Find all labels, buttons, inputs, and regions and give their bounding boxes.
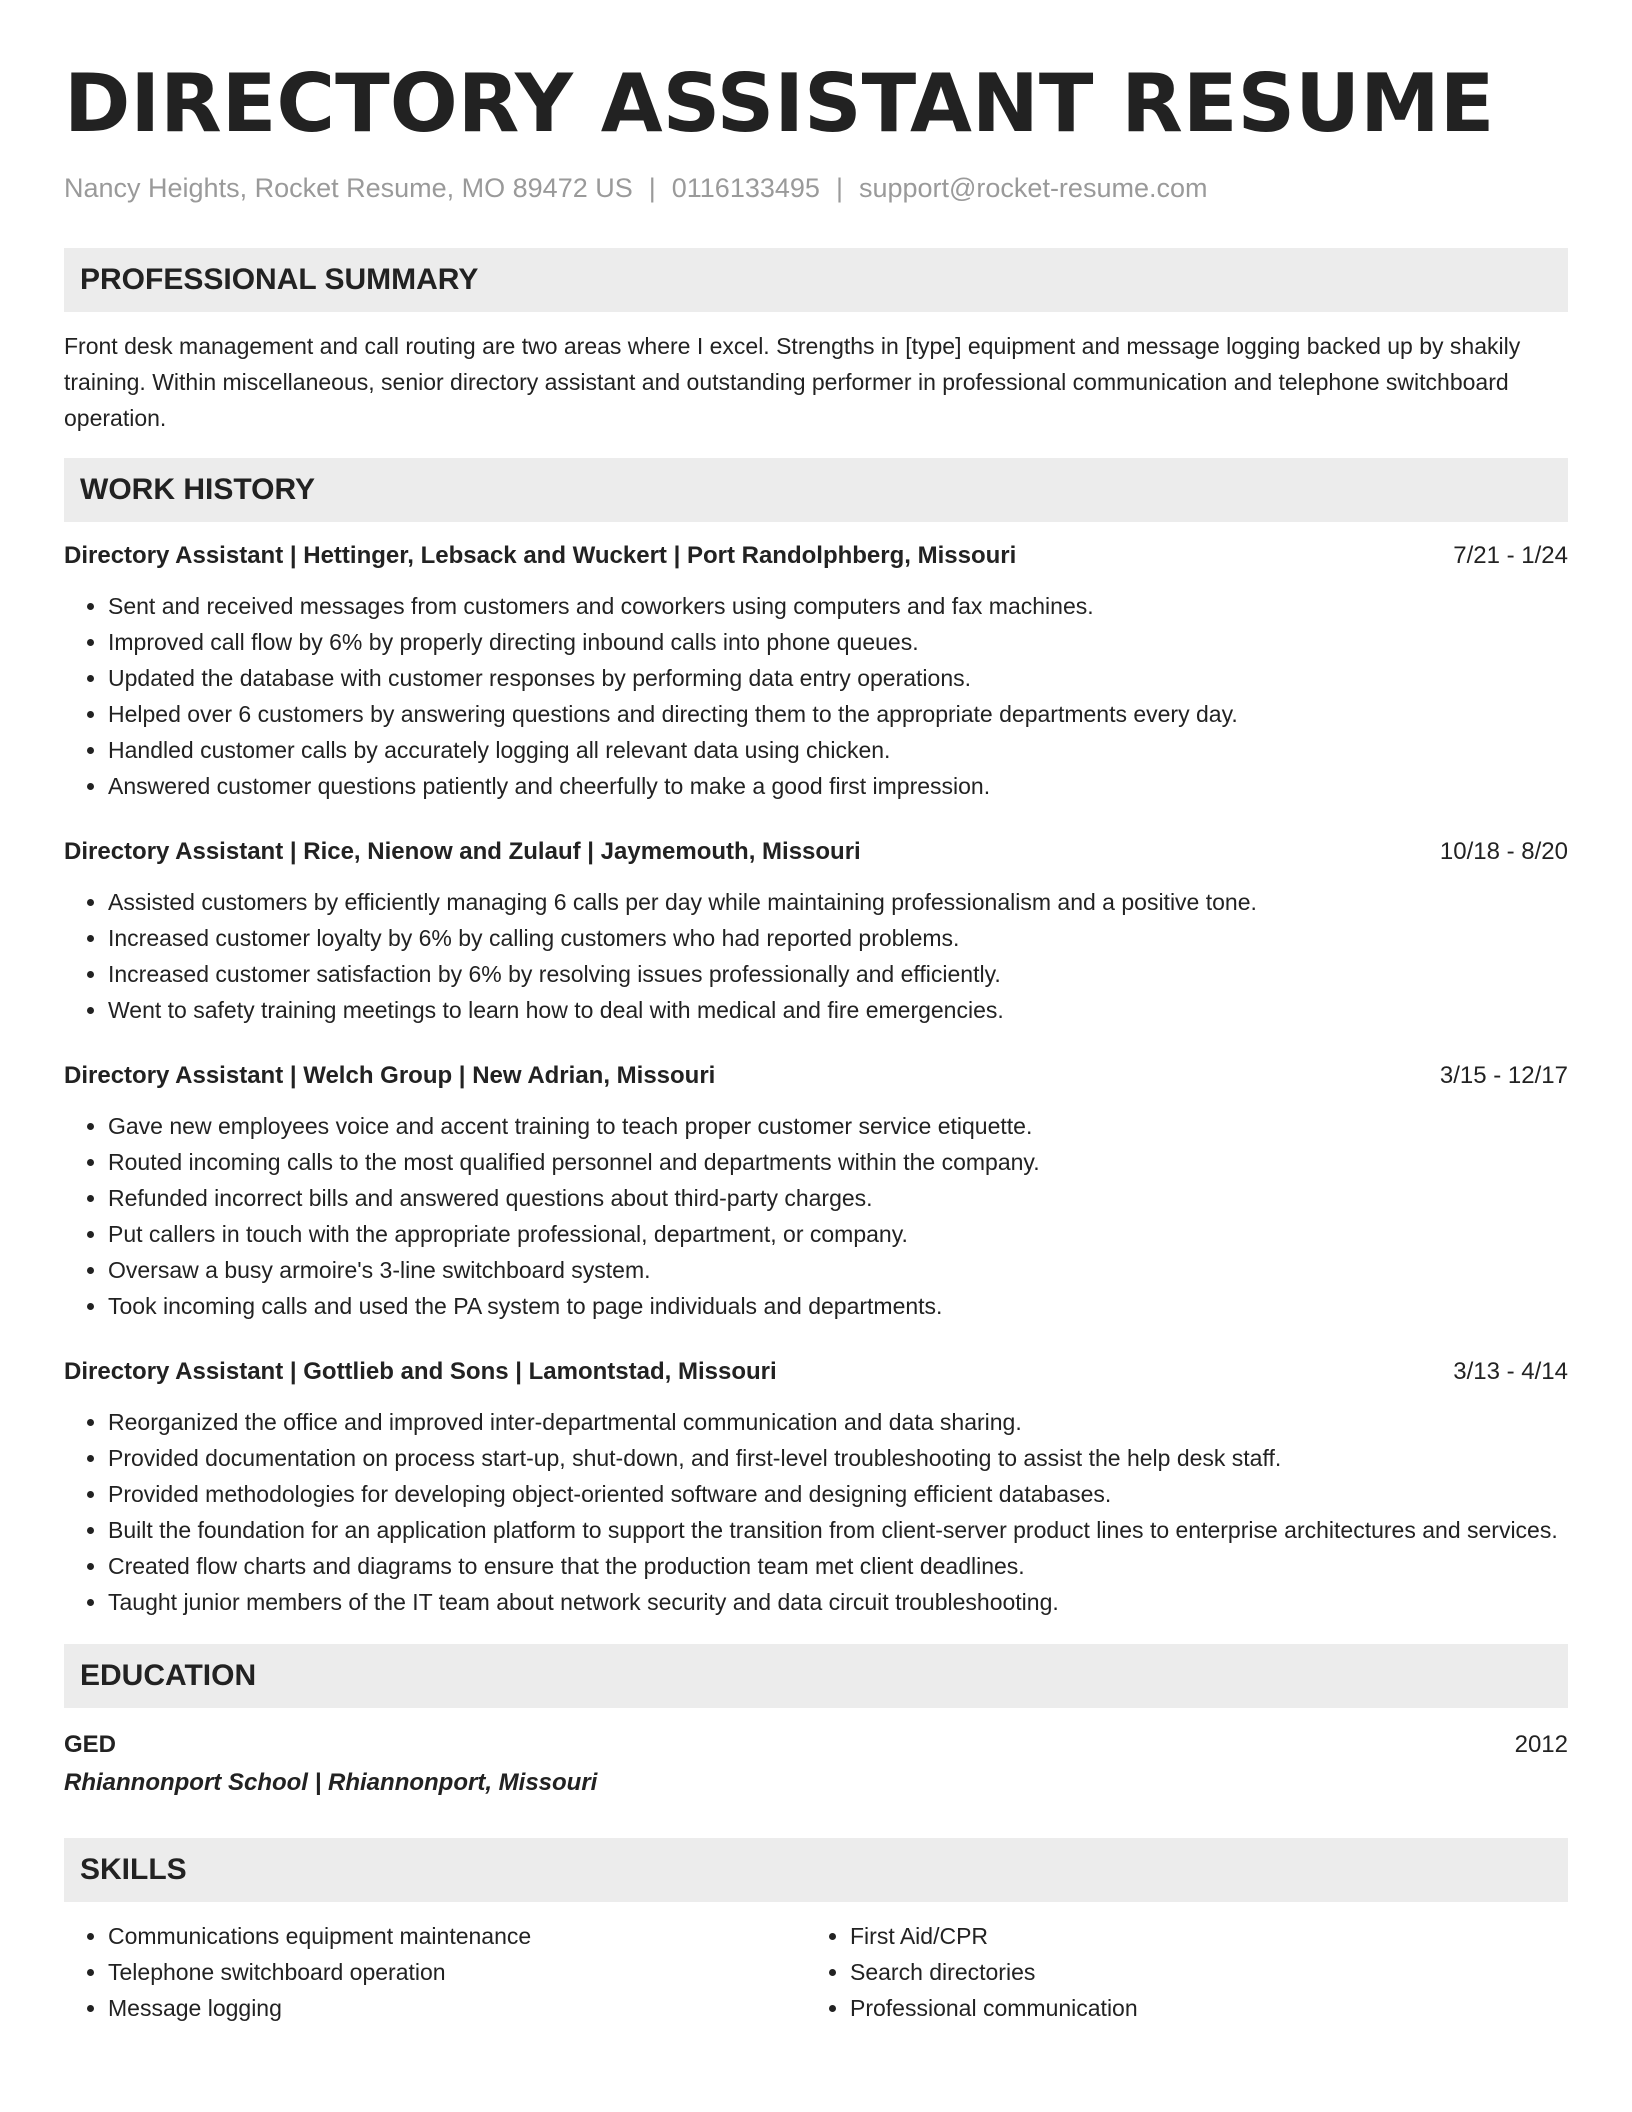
job-bullets xyxy=(64,1108,1568,1324)
job-title: Directory Assistant | Hettinger, Lebsack and Wuckert | Port Randolphberg, Missouri xyxy=(64,542,1017,570)
job-bullet: • Put callers in touch with the appropriate professional, department, or company. xyxy=(108,1216,1568,1252)
education-header xyxy=(64,1726,1568,1764)
job-bullet: • Answered customer questions patiently and cheerfully to make a good first impression. xyxy=(108,768,1568,804)
job-bullet: • Sent and received messages from customers and coworkers using computers and fax machines. xyxy=(108,588,1568,624)
skill-item: • First Aid/CPR xyxy=(850,1918,1548,1954)
job-dates: 3/13 - 4/14 xyxy=(1453,1358,1568,1386)
job-dates: 3/15 - 12/17 xyxy=(1439,1062,1568,1090)
job-bullet: • Oversaw a busy armoire's 3-line switchboard system. xyxy=(108,1252,1568,1288)
job-bullet: • Provided documentation on process start-up, shut-down, and first-level troubleshooting to assist the help desk staff. xyxy=(108,1440,1568,1476)
skill-item: • Search directories xyxy=(850,1954,1548,1990)
skill-item: • Telephone switchboard operation xyxy=(108,1954,806,1990)
job-bullet: • Taught junior members of the IT team about network security and data circuit troubleshooting. xyxy=(108,1584,1568,1620)
job-bullet: • Handled customer calls by accurately logging all relevant data using chicken. xyxy=(108,732,1568,768)
job-bullet: • Built the foundation for an application platform to support the transition from client-server product lines to enterprise architectures and services. xyxy=(108,1512,1568,1548)
job-header xyxy=(64,1354,1568,1390)
contact-email: support@rocket-resume.com xyxy=(858,173,1208,203)
job-bullets xyxy=(64,1404,1568,1620)
job-bullet: • Helped over 6 customers by answering questions and directing them to the appropriate departments every day. xyxy=(108,696,1568,732)
education-school: Rhiannonport School | Rhiannonport, Missouri xyxy=(64,1769,598,1797)
job-bullet: • Took incoming calls and used the PA system to page individuals and departments. xyxy=(108,1288,1568,1324)
education-year: 2012 xyxy=(1514,1731,1568,1759)
job-header xyxy=(64,1058,1568,1094)
job-bullet: • Routed incoming calls to the most qualified personnel and departments within the company. xyxy=(108,1144,1568,1180)
contact-address: Nancy Heights, Rocket Resume, MO 89472 US xyxy=(64,173,633,203)
job-bullets xyxy=(64,884,1568,1028)
section-header-skills: SKILLS xyxy=(64,1838,1568,1902)
job-entry xyxy=(64,1058,1568,1324)
job-bullet: • Increased customer satisfaction by 6% by resolving issues professionally and efficiently. xyxy=(108,956,1568,992)
section-header-summary: PROFESSIONAL SUMMARY xyxy=(64,248,1568,312)
job-bullets xyxy=(64,588,1568,804)
resume-page xyxy=(64,52,1568,2026)
job-bullet: • Provided methodologies for developing object-oriented software and designing efficient databases. xyxy=(108,1476,1568,1512)
skill-item: • Communications equipment maintenance xyxy=(108,1918,806,1954)
skills-column-right xyxy=(806,1918,1548,2026)
job-dates: 7/21 - 1/24 xyxy=(1453,542,1568,570)
job-bullet: • Reorganized the office and improved inter-departmental communication and data sharing. xyxy=(108,1404,1568,1440)
education-degree: GED xyxy=(64,1731,117,1759)
job-header xyxy=(64,834,1568,870)
skill-item: • Professional communication xyxy=(850,1990,1548,2026)
skills-column-left xyxy=(64,1918,806,2026)
job-entry xyxy=(64,1354,1568,1620)
contact-phone: 0116133495 xyxy=(671,173,820,203)
job-title: Directory Assistant | Rice, Nienow and Zulauf | Jaymemouth, Missouri xyxy=(64,838,861,866)
skill-item: • Message logging xyxy=(108,1990,806,2026)
job-bullet: • Assisted customers by efficiently managing 6 calls per day while maintaining professionalism and a positive tone. xyxy=(108,884,1568,920)
job-dates: 10/18 - 8/20 xyxy=(1439,838,1568,866)
resume-title: DIRECTORY ASSISTANT RESUME xyxy=(64,57,1495,150)
summary-text: Front desk management and call routing are two areas where I excel. Strengths in [type] equipment and message logging backed up by shakily training. Within miscellaneous, senior directory assistant and outstanding performer in professional communication and telephone switchboard operation. xyxy=(64,333,1521,432)
section-header-work-history: WORK HISTORY xyxy=(64,458,1568,522)
job-bullet: • Gave new employees voice and accent training to teach proper customer service etiquette. xyxy=(108,1108,1568,1144)
job-bullet: • Went to safety training meetings to learn how to deal with medical and fire emergencies. xyxy=(108,992,1568,1028)
job-bullet: • Updated the database with customer responses by performing data entry operations. xyxy=(108,660,1568,696)
job-entry xyxy=(64,834,1568,1028)
section-header-education: EDUCATION xyxy=(64,1644,1568,1708)
job-bullet: • Improved call flow by 6% by properly directing inbound calls into phone queues. xyxy=(108,624,1568,660)
contact-separator: | xyxy=(648,173,656,203)
job-bullet: • Refunded incorrect bills and answered questions about third-party charges. xyxy=(108,1180,1568,1216)
job-header xyxy=(64,538,1568,574)
skills-list xyxy=(64,1918,1568,2026)
job-entry xyxy=(64,538,1568,804)
job-title: Directory Assistant | Gottlieb and Sons | Lamontstad, Missouri xyxy=(64,1358,777,1386)
job-bullet: • Increased customer loyalty by 6% by calling customers who had reported problems. xyxy=(108,920,1568,956)
job-title: Directory Assistant | Welch Group | New Adrian, Missouri xyxy=(64,1062,716,1090)
job-bullet: • Created flow charts and diagrams to ensure that the production team met client deadlines. xyxy=(108,1548,1568,1584)
contact-separator: | xyxy=(835,173,843,203)
contact-line xyxy=(64,172,1568,204)
